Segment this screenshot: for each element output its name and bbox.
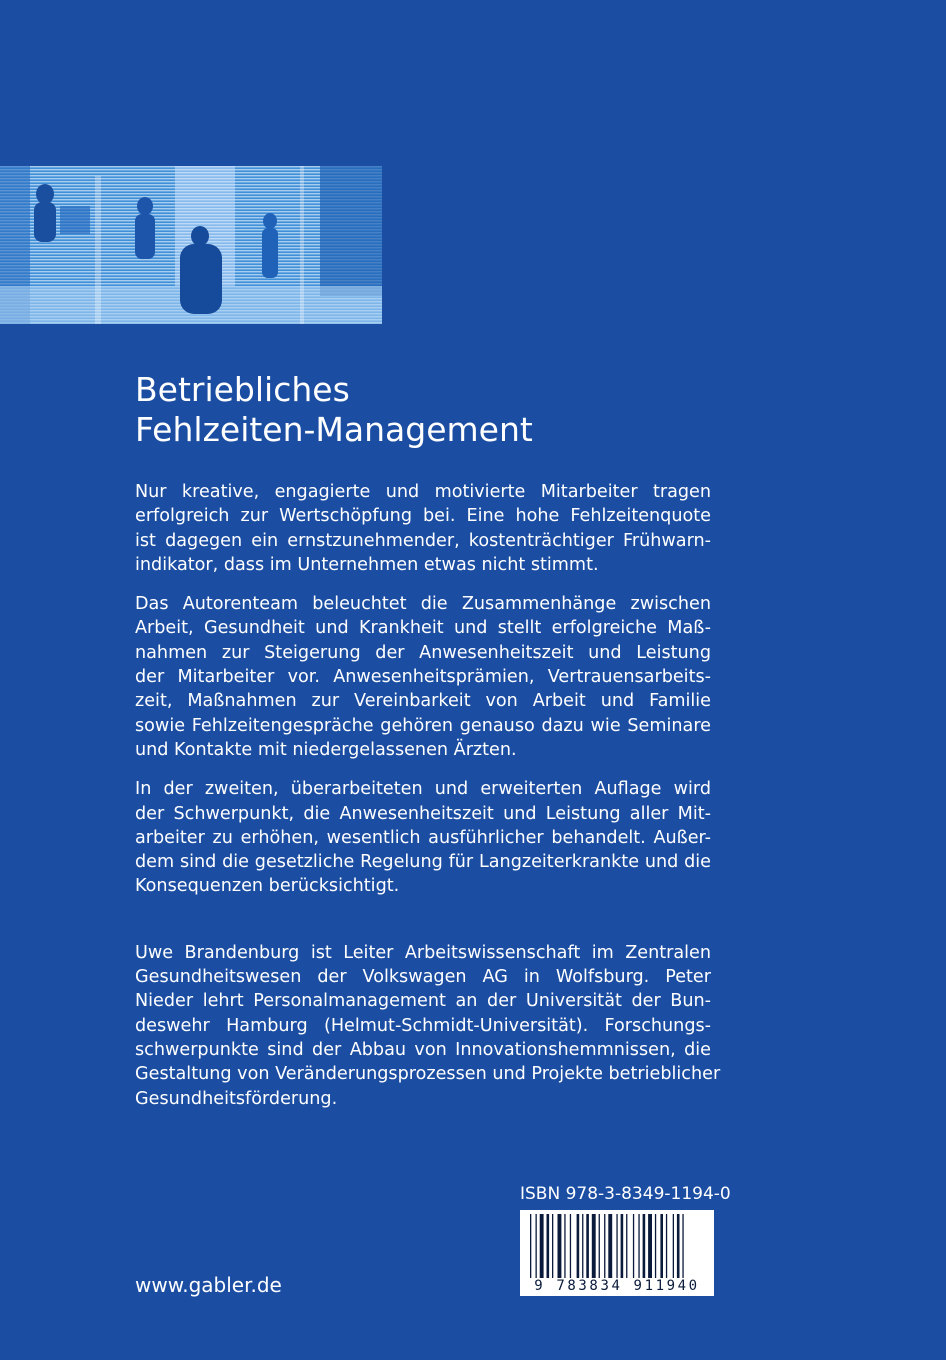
barcode-bar [558,1214,562,1278]
text-line: der Schwerpunkt, die Anwesenheitszeit und Leistung aller Mit- [135,803,711,824]
text-line: dem sind die gesetzliche Regelung für Langzeiterkrankte und die [135,852,711,873]
text-line: deswehr Hamburg (Helmut-Schmidt-Universität). Forschungs- [135,1015,711,1036]
barcode-bar [530,1214,531,1278]
barcode-bar [648,1214,652,1278]
barcode-bar [666,1214,667,1278]
barcode-bar [673,1214,674,1278]
text-line: arbeiter zu erhöhen, wesentlich ausführlicher behandelt. Außer- [135,827,711,848]
book-title [135,370,735,450]
barcode-bar [599,1214,600,1278]
barcode-bar [552,1214,553,1278]
barcode-bar [586,1214,589,1278]
barcode-digits: 9 783834 911940 [534,1278,700,1294]
text-line: schwerpunkte sind der Abbau von Innovationshemmnissen, die [135,1039,711,1060]
text-line: nahmen zur Steigerung der Anwesenheitszeit und Leistung [135,642,711,663]
text-line: zeit, Maßnahmen zur Vereinbarkeit von Arbeit und Familie [135,691,711,712]
barcode-bar [682,1214,683,1278]
barcode-bar [626,1214,627,1278]
barcode-bar [633,1214,634,1278]
text-line: indikator, dass im Unternehmen etwas nicht stimmt. [135,554,599,575]
barcode-bar [547,1214,550,1278]
street-scene-image [0,166,382,324]
cover-photo-strip [0,166,382,324]
barcode [520,1210,714,1296]
barcode-bar [677,1214,680,1278]
barcode-bar [660,1214,663,1278]
barcode-bar [582,1214,583,1278]
barcode-bar [577,1214,580,1278]
text-line: Nur kreative, engagierte und motivierte Mitarbeiter tragen [135,482,711,502]
barcode-bar [540,1214,544,1278]
text-line: Das Autorenteam beleuchtet die Zusammenhänge zwischen [135,594,711,615]
paragraph-author-bio [135,941,721,1111]
text-line: Konsequenzen berücksichtigt. [135,876,400,897]
barcode-bar [564,1214,565,1278]
barcode-bar [616,1214,617,1278]
barcode-bar [621,1214,624,1278]
text-line: ist dagegen ein ernstzunehmender, kostenträchtiger Frühwarn- [135,530,711,551]
text-line: Gesundheitsförderung. [135,1088,338,1109]
barcode-bar [638,1214,639,1278]
barcode-bar [536,1214,537,1278]
title-line-1: Betriebliches [135,370,350,409]
paragraph-intro [135,480,711,577]
barcode-bar [570,1214,571,1278]
text-line: In der zweiten, überarbeiteten und erweiterten Auflage wird [135,779,711,800]
title-line-2: Fehlzeiten-Management [135,410,533,449]
text-line: der Mitarbeiter vor. Anwesenheitsprämien, Vertrauensarbeits- [135,667,711,688]
text-line: und Kontakte mit niedergelassenen Ärzten. [135,739,517,760]
barcode-bar [643,1214,646,1278]
text-line: Uwe Brandenburg ist Leiter Arbeitswissenschaft im Zentralen [135,942,711,963]
publisher-website[interactable]: www.gabler.de [135,1273,282,1297]
text-line: Gestaltung von Veränderungsprozessen und Projekte betrieblicher [135,1064,721,1085]
text-line: Gesundheitswesen der Volkswagen AG in Wolfsburg. Peter [135,967,711,988]
text-line: erfolgreich zur Wertschöpfung bei. Eine hohe Fehlzeitenquote [135,506,711,527]
isbn-label: ISBN 978-3-8349-1194-0 [520,1184,731,1204]
barcode-bar [592,1214,596,1278]
text-line: sowie Fehlzeitengespräche gehören genauso dazu wie Seminare [135,715,711,736]
text-line: Arbeit, Gesundheit und Krankheit und stellt erfolgreiche Maß- [135,618,711,639]
paragraph-authors-team [135,592,711,762]
barcode-bar [608,1214,612,1278]
text-line: Nieder lehrt Personalmanagement an der Universität der Bun- [135,991,711,1012]
blurb [135,480,721,1111]
barcode-bar [655,1214,656,1278]
barcode-bar [604,1214,605,1278]
paragraph-edition [135,777,711,898]
